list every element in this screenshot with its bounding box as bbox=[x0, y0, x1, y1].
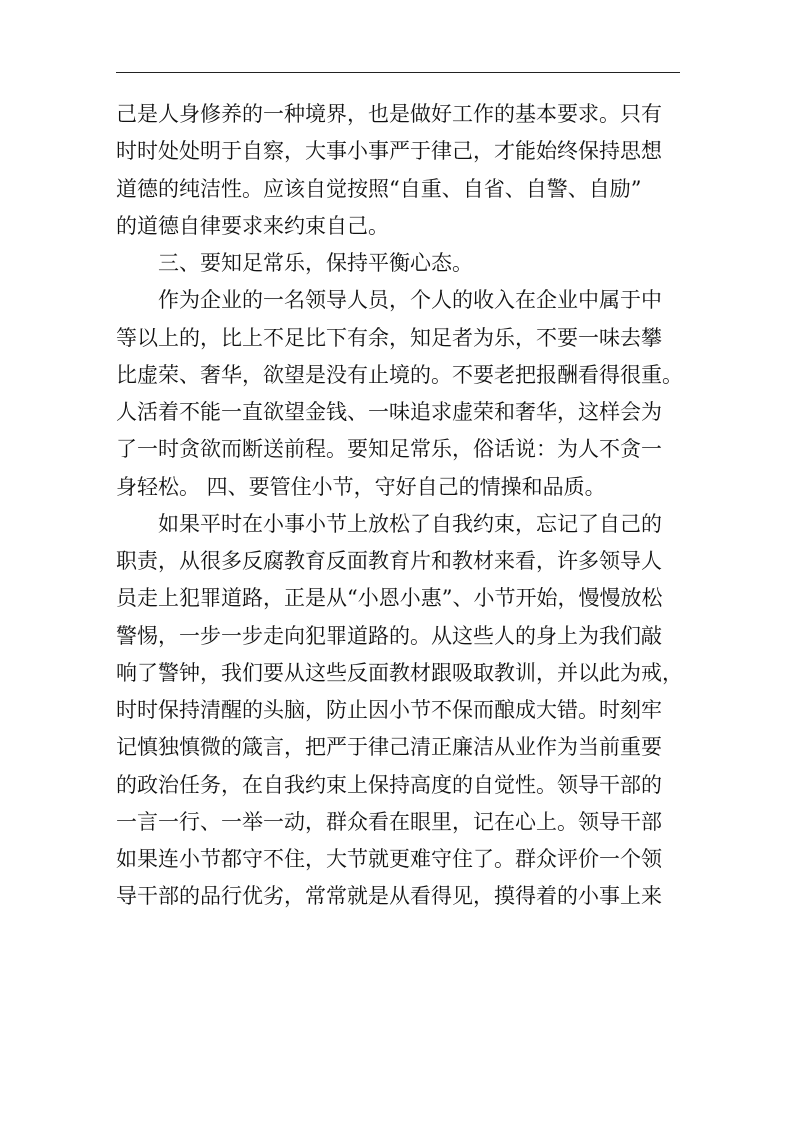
text-line: 作为企业的一名领导人员，个人的收入在企业中属于中 bbox=[158, 288, 662, 313]
text-line: 身轻松。 四、要管住小节，守好自己的情操和品质。 bbox=[116, 474, 606, 499]
header-rule bbox=[116, 72, 680, 73]
section-heading: 三、要知足常乐，保持平衡心态。 bbox=[158, 251, 473, 275]
text-line: 记慎独慎微的箴言，把严于律己清正廉洁从业作为当前重要 bbox=[116, 735, 662, 760]
text-line: 警惕，一步一步走向犯罪道路的。从这些人的身上为我们敲 bbox=[116, 623, 662, 648]
text-line: 如果连小节都守不住，大节就更难守住了。群众评价一个领 bbox=[116, 847, 662, 871]
text-line: 时时保持清醒的头脑，防止因小节不保而酿成大错。时刻牢 bbox=[116, 698, 662, 722]
text-line: 了一时贪欲而断送前程。要知足常乐，俗话说：为人不贪一 bbox=[116, 437, 662, 462]
text-line: 响了警钟，我们要从这些反面教材跟吸取教训，并以此为戒， bbox=[116, 660, 683, 685]
text-line: 的政治任务，在自我约束上保持高度的自觉性。领导干部的 bbox=[116, 772, 662, 797]
text-line: 如果平时在小事小节上放松了自我约束，忘记了自己的 bbox=[158, 511, 662, 536]
text-line: 员走上犯罪道路，正是从“小恩小惠”、小节开始，慢慢放松 bbox=[116, 586, 663, 611]
text-line: 人活着不能一直欲望金钱、一味追求虚荣和奢华，这样会为 bbox=[116, 400, 662, 424]
text-line: 的道德自律要求来约束自己。 bbox=[116, 213, 389, 238]
text-line: 道德的纯洁性。应该自觉按照“自重、自省、自警、自励” bbox=[116, 176, 642, 201]
text-line: 一言一行、一举一动，群众看在眼里，记在心上。领导干部 bbox=[116, 809, 662, 834]
text-line: 时时处处明于自察，大事小事严于律己，才能始终保持思想 bbox=[116, 139, 662, 164]
text-line: 职责，从很多反腐教育反面教育片和教材来看，许多领导人 bbox=[116, 549, 662, 573]
text-line: 等以上的，比上不足比下有余，知足者为乐，不要一味去攀 bbox=[116, 325, 662, 350]
text-line: 导干部的品行优劣，常常就是从看得见，摸得着的小事上来 bbox=[116, 884, 662, 909]
text-line: 比虚荣、奢华，欲望是没有止境的。不要老把报酬看得很重。 bbox=[116, 362, 683, 387]
document-body bbox=[116, 96, 686, 916]
text-line: 己是人身修养的一种境界，也是做好工作的基本要求。只有 bbox=[116, 102, 662, 126]
